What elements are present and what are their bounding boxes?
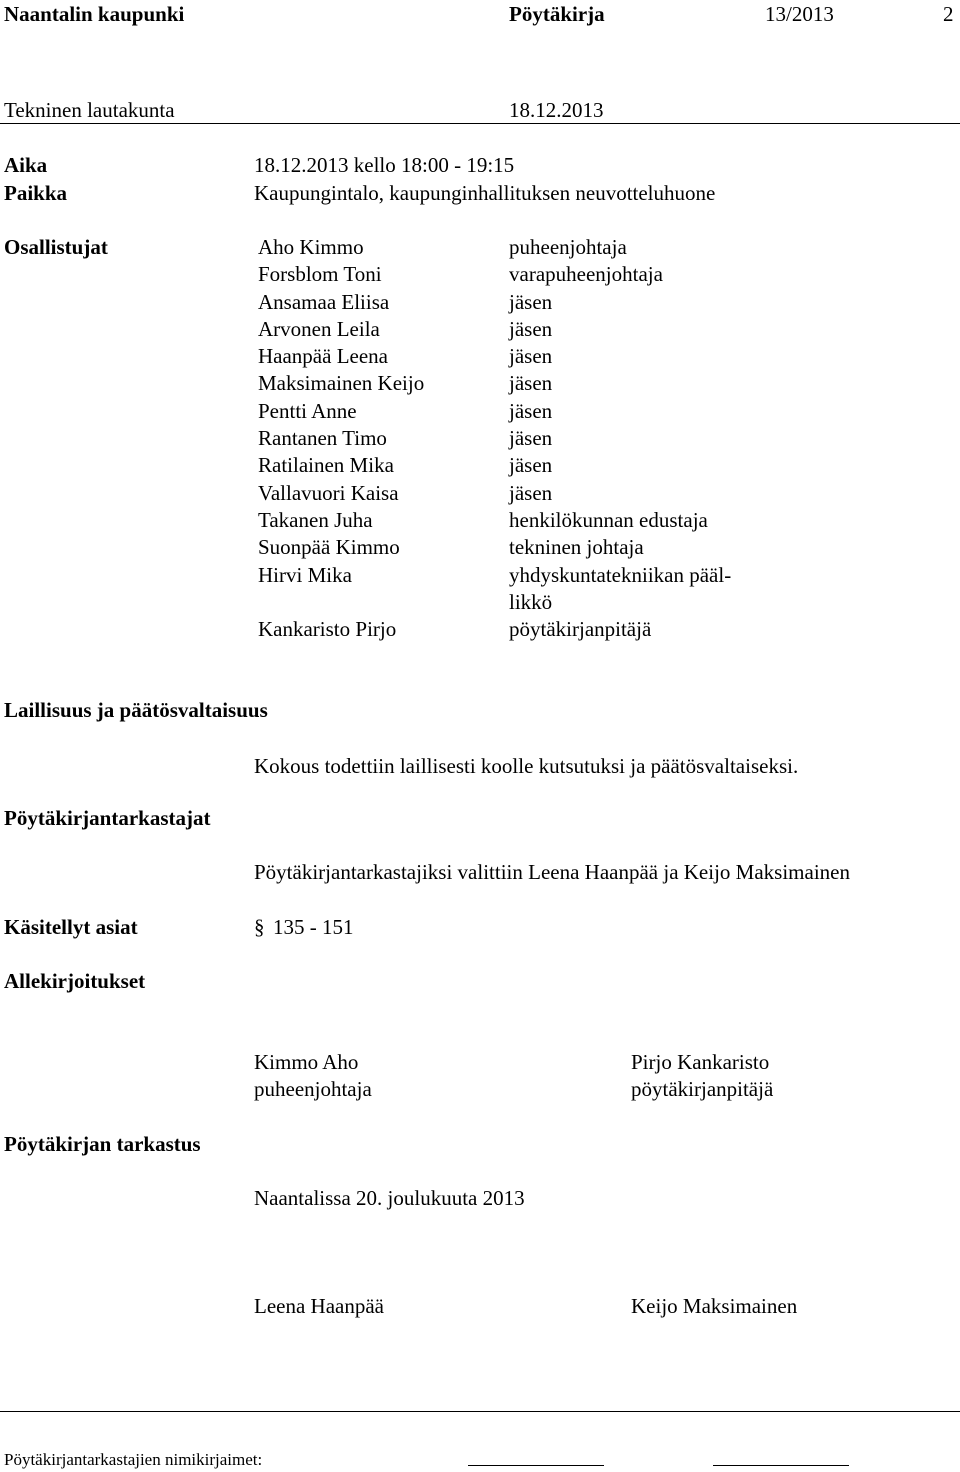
participant-name: Forsblom Toni <box>258 262 382 287</box>
items-range: 135 - 151 <box>273 915 354 939</box>
document-type: Pöytäkirja <box>509 2 605 26</box>
header-divider <box>0 123 960 124</box>
secretary-name: Pirjo Kankaristo <box>631 1050 770 1074</box>
secretary-role: pöytäkirjanpitäjä <box>631 1077 774 1101</box>
items-label: Käsitellyt asiat <box>4 915 138 939</box>
participants-label: Osallistujat <box>4 235 108 259</box>
participant-name: Maksimainen Keijo <box>258 371 425 396</box>
participant-name: Rantanen Timo <box>258 426 387 451</box>
participant-role: yhdyskuntatekniikan pääl- <box>509 562 732 587</box>
participant-role: jäsen <box>509 316 553 341</box>
initials-line-1 <box>468 1465 604 1466</box>
participant-name: Ansamaa Eliisa <box>258 289 390 314</box>
participant-role: jäsen <box>509 371 553 396</box>
place-value: Kaupungintalo, kaupunginhallituksen neuvotteluhuone <box>254 181 716 205</box>
document-number: 13/2013 <box>765 2 834 26</box>
time-label: Aika <box>4 153 48 177</box>
participant-name: Hirvi Mika <box>258 562 352 587</box>
review-place-date: Naantalissa 20. joulukuuta 2013 <box>254 1186 525 1210</box>
section-symbol: § <box>254 915 265 939</box>
committee-name: Tekninen lautakunta <box>4 98 175 122</box>
participant-name: Takanen Juha <box>258 507 373 532</box>
participant-role: varapuheenjohtaja <box>509 262 663 287</box>
participant-name: Haanpää Leena <box>258 344 388 369</box>
participant-name: Kankaristo Pirjo <box>258 617 397 642</box>
legality-label: Laillisuus ja päätösvaltaisuus <box>4 698 268 722</box>
participant-role: likkö <box>509 589 553 614</box>
initials-label: Pöytäkirjantarkastajien nimikirjaimet: <box>4 1450 263 1469</box>
participant-name: Arvonen Leila <box>258 316 380 341</box>
footer-divider <box>0 1411 960 1412</box>
participant-name: Pentti Anne <box>258 398 357 423</box>
signatures-label: Allekirjoitukset <box>4 969 146 993</box>
review-label: Pöytäkirjan tarkastus <box>4 1132 201 1156</box>
place-label: Paikka <box>4 181 68 205</box>
participant-role: jäsen <box>509 453 553 478</box>
participant-role: jäsen <box>509 398 553 423</box>
legality-text: Kokous todettiin laillisesti koolle kutsutuksi ja päätösvaltaiseksi. <box>254 754 799 778</box>
participant-name: Suonpää Kimmo <box>258 535 400 560</box>
participant-name: Ratilainen Mika <box>258 453 394 478</box>
chair-role: puheenjohtaja <box>254 1077 372 1101</box>
page-number: 2 <box>943 2 954 26</box>
examiner-2-name: Keijo Maksimainen <box>631 1294 798 1318</box>
participant-role: jäsen <box>509 426 553 451</box>
examiner-1-name: Leena Haanpää <box>254 1294 384 1318</box>
document-date: 18.12.2013 <box>509 98 604 122</box>
examiners-label: Pöytäkirjantarkastajat <box>4 806 211 830</box>
participant-role: tekninen johtaja <box>509 535 644 560</box>
participant-role: jäsen <box>509 480 553 505</box>
municipality-name: Naantalin kaupunki <box>4 2 185 26</box>
participant-role: henkilökunnan edustaja <box>509 507 708 532</box>
participant-name: Aho Kimmo <box>258 235 364 259</box>
participant-role: jäsen <box>509 289 553 314</box>
participant-name: Vallavuori Kaisa <box>258 480 399 505</box>
participant-role: jäsen <box>509 344 553 369</box>
initials-line-2 <box>713 1465 849 1466</box>
examiners-text: Pöytäkirjantarkastajiksi valittiin Leena Haanpää ja Keijo Maksimainen <box>254 860 850 884</box>
chair-name: Kimmo Aho <box>254 1050 359 1074</box>
participant-role: pöytäkirjanpitäjä <box>509 617 652 642</box>
time-value: 18.12.2013 kello 18:00 - 19:15 <box>254 153 515 177</box>
participant-role: puheenjohtaja <box>509 235 627 259</box>
